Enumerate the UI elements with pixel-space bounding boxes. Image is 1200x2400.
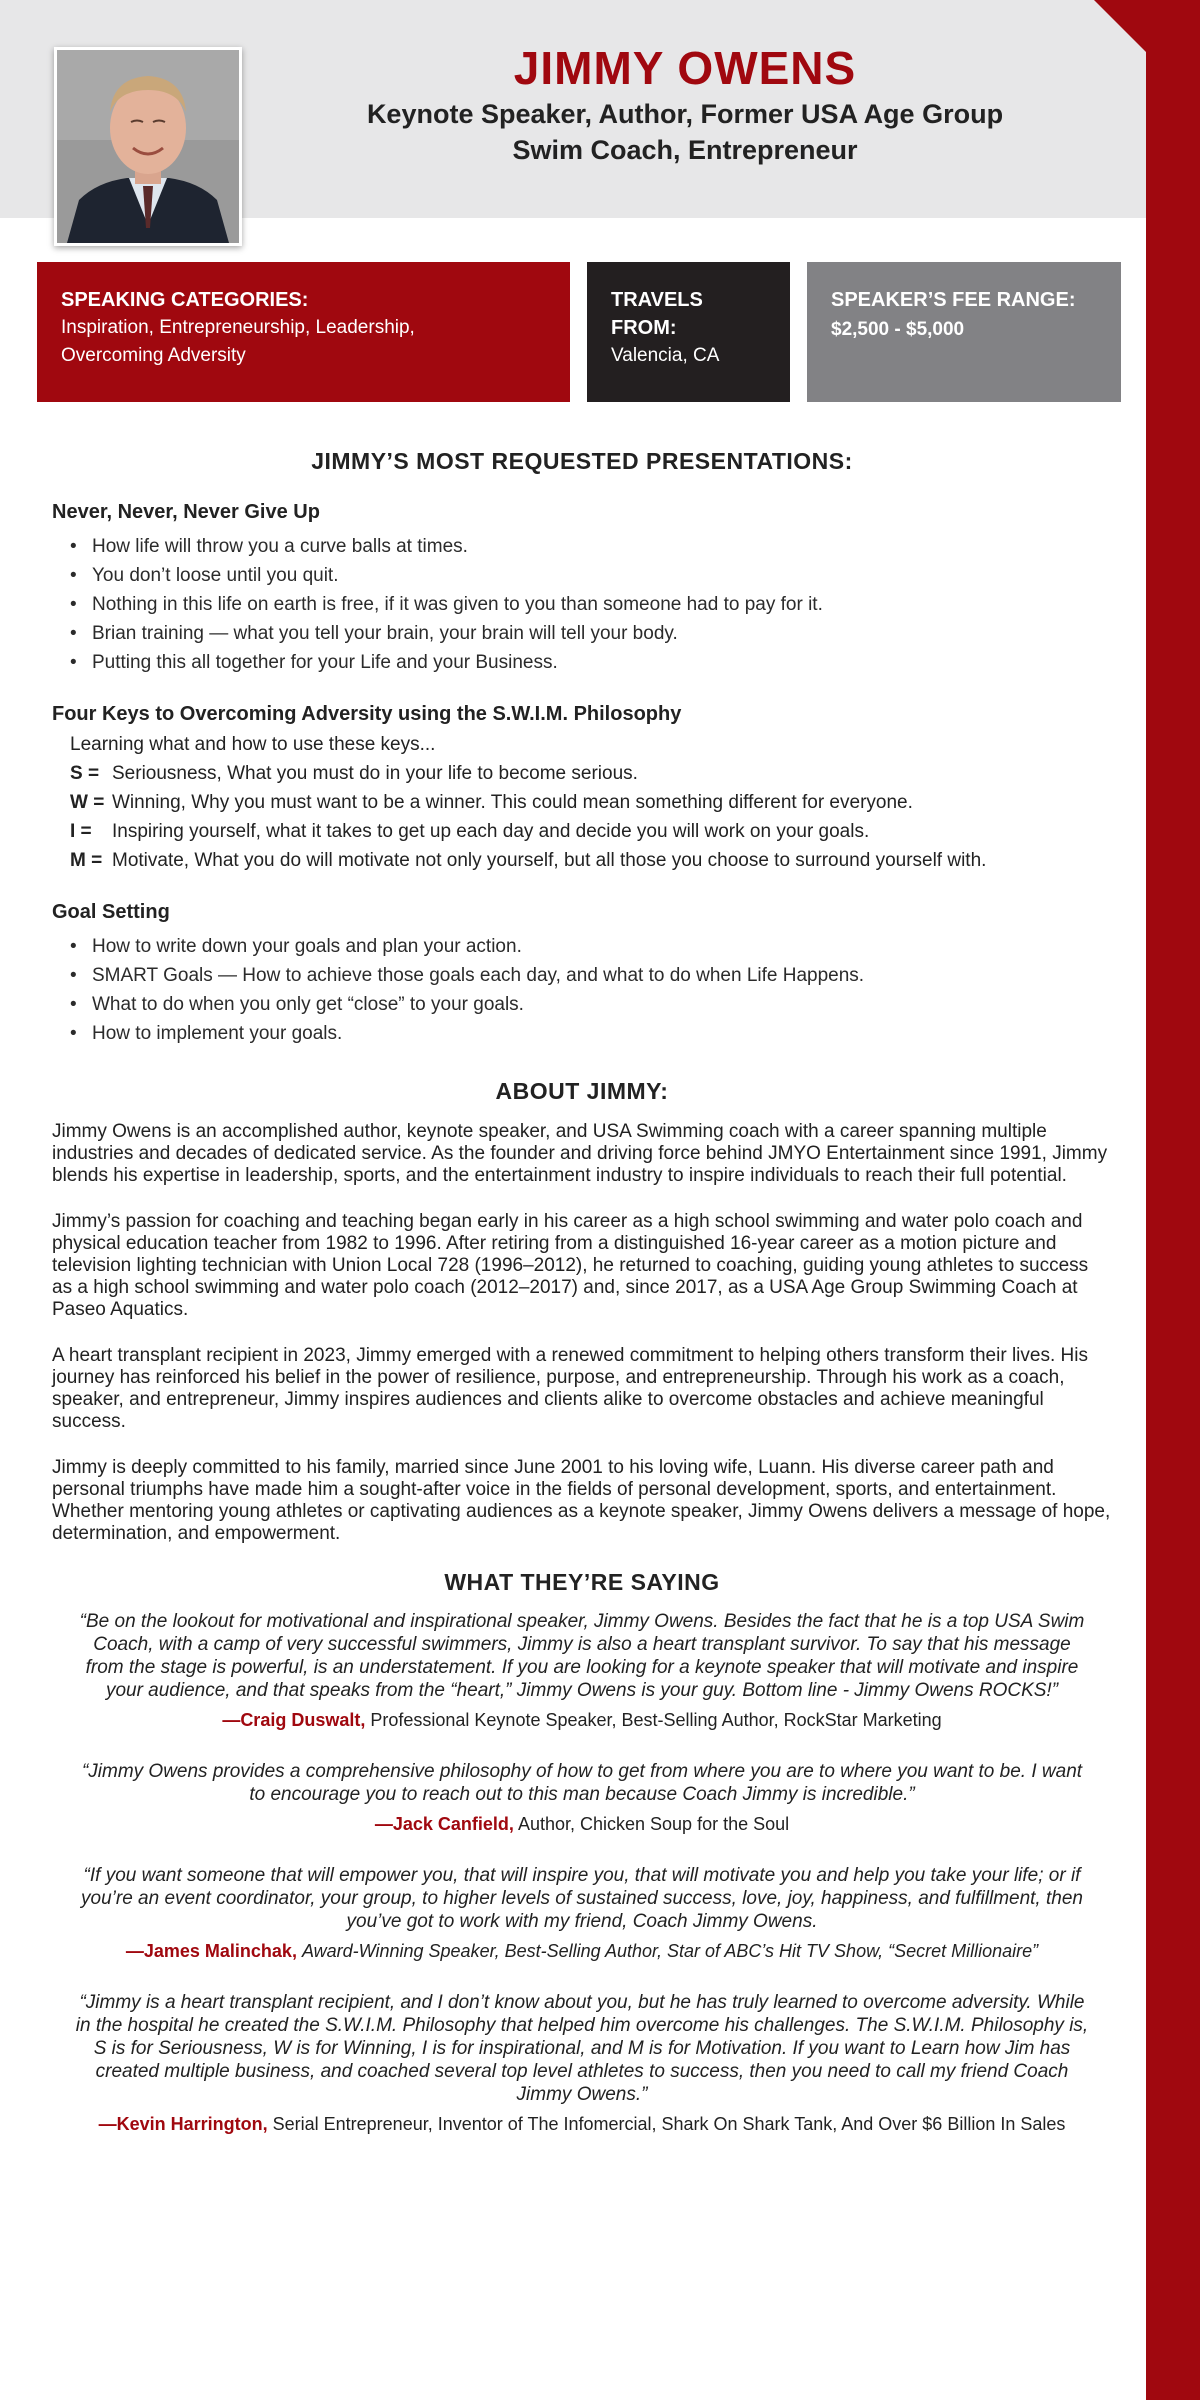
speaking-categories-value: Inspiration, Entrepreneurship, Leadership,: [61, 317, 415, 338]
list-item: • Putting this all together for your Life and your Business.: [52, 648, 1112, 677]
travels-from-label: TRAVELS FROM:: [611, 289, 703, 339]
speaker-name: JIMMY OWENS: [513, 42, 857, 94]
swim-key-row: [52, 846, 1112, 875]
never-give-up-title: Never, Never, Never Give Up: [52, 501, 320, 523]
testimonial-attribution: [52, 1937, 1112, 1965]
fee-range-label: SPEAKER’S FEE RANGE:: [831, 289, 1076, 311]
swim-key-row: [52, 788, 1112, 817]
right-accent-stripe: [1146, 0, 1200, 2400]
testimonial-role: Award-Winning Speaker, Best-Selling Author, Star of ABC’s Hit TV Show, “Secret Millionaire”: [301, 1941, 1039, 1961]
swim-key-letter: S =: [70, 763, 100, 784]
swim-key-text: Motivate, What you do will motivate not only yourself, but all those you choose to surround yourself with.: [112, 850, 987, 871]
speaking-categories-value: Overcoming Adversity: [61, 345, 246, 366]
travels-from-value: Valencia, CA: [611, 345, 720, 366]
testimonial-attribution: [52, 1810, 1112, 1838]
fee-range-value: $2,500 - $5,000: [831, 319, 965, 340]
testimonial-quote: “Jimmy is a heart transplant recipient, and I don’t know about you, but he has truly learned to overcome adversity. While in the hospital he created the S.W.I.M. Philosophy that helped him overcome his challenges. The S.W.I.M. Philosophy is, S is for Seriousness, W is for Winning, I is for inspirational, and M is for Motivation. If you want to Learn how Jim has created multiple business, and coached several top level athletes to success, then you need to call my friend Coach Jimmy Owens.”: [75, 1992, 1089, 2105]
swim-key-text: Seriousness, What you must do in your life to become serious.: [112, 763, 638, 784]
speaker-title-line: Keynote Speaker, Author, Former USA Age Group: [366, 99, 1004, 129]
about-heading: ABOUT JIMMY:: [495, 1078, 669, 1104]
goal-setting-title: Goal Setting: [52, 901, 170, 923]
testimonial-quote: “If you want someone that will empower you, that will inspire you, that will motivate you and help you take your life; or if you’re an event coordinator, your group, to higher levels of sustained success, love, joy, happiness, and fulfillment, then you’ve got to work with my friend, Coach Jimmy Owens.: [81, 1865, 1083, 1932]
list-item: • What to do when you only get “close” to your goals.: [52, 990, 1112, 1019]
testimonial: [52, 1760, 1112, 1838]
testimonial-quote: “Jimmy Owens provides a comprehensive philosophy of how to get from where you are to where you want to be. I want to encourage you to reach out to this man because Coach Jimmy is incredible.”: [81, 1761, 1083, 1805]
testimonials-heading: WHAT THEY’RE SAYING: [444, 1569, 720, 1595]
swim-key-letter: W =: [70, 792, 105, 813]
swim-key-text: Inspiring yourself, what it takes to get up each day and decide you will work on your goals.: [112, 821, 870, 842]
about-paragraph: Jimmy Owens is an accomplished author, keynote speaker, and USA Swimming coach with a career spanning multiple industries and decades of dedicated service. As the founder and driving force behind JMYO Entertainment since 1991, Jimmy blends his expertise in leadership, sports, and the entertainment industry to inspire individuals to reach their full potential.: [52, 1121, 1108, 1186]
four-keys-title: Four Keys to Overcoming Adversity using the S.W.I.M. Philosophy: [52, 703, 682, 725]
never-give-up-list: [52, 532, 1112, 677]
testimonial-role: Author, Chicken Soup for the Soul: [517, 1814, 790, 1834]
testimonial-author: —Jack Canfield,: [374, 1814, 514, 1834]
testimonial: [52, 1610, 1112, 1734]
swim-key-row: [52, 759, 1112, 788]
fee-range-box: [807, 262, 1121, 402]
list-item: • How to implement your goals.: [52, 1019, 1112, 1048]
list-item: • Nothing in this life on earth is free, if it was given to you than someone had to pay for it.: [52, 590, 1112, 619]
list-item: • How life will throw you a curve balls at times.: [52, 532, 1112, 561]
speaking-categories-box: [37, 262, 570, 402]
list-item: • Brian training — what you tell your brain, your brain will tell your body.: [52, 619, 1112, 648]
testimonial: [52, 1991, 1112, 2138]
list-item: • You don’t loose until you quit.: [52, 561, 1112, 590]
testimonial-role: Professional Keynote Speaker, Best-Selling Author, RockStar Marketing: [370, 1710, 942, 1730]
about-section: [52, 1121, 1112, 1545]
speaker-title-line: Swim Coach, Entrepreneur: [512, 135, 858, 165]
four-keys-intro: Learning what and how to use these keys...: [70, 734, 436, 755]
testimonial-quote: “Be on the lookout for motivational and inspirational speaker, Jimmy Owens. Besides the fact that he is a top USA Swim Coach, with a camp of very successful swimmers, Jimmy is also a heart transplant survivor. To say that his message from the stage is powerful, is an understatement. If you are looking for a keynote speaker that will motivate and inspire your audience, and that speaks from the “heart,” Jimmy Owens is your guy. Bottom line - Jimmy Owens ROCKS!”: [79, 1611, 1085, 1701]
about-paragraph: Jimmy is deeply committed to his family, married since June 2001 to his loving wife, Luann. His diverse career path and personal triumphs have made him a sought-after voice in the fields of personal development, sports, and entertainment. Whether mentoring young athletes or captivating audiences as a keynote speaker, Jimmy Owens delivers a message of hope, determination, and empowerment.: [52, 1457, 1111, 1544]
speaker-title: [310, 96, 1060, 168]
speaker-portrait-icon: [57, 50, 239, 243]
list-item: • SMART Goals — How to achieve those goals each day, and what to do when Life Happens.: [52, 961, 1112, 990]
testimonial-author: —Kevin Harrington,: [98, 2114, 268, 2134]
main-content: [52, 448, 1112, 2138]
about-paragraph: Jimmy’s passion for coaching and teaching began early in his career as a high school swimming and water polo coach and physical education teacher from 1982 to 1996. After retiring from a distinguished 16-year career as a motion picture and television lighting technician with Union Local 728 (1996–2012), he returned to coaching, guiding young athletes to success as a high school swimming and water polo coach (2012–2017) and, since 2017, as a USA Age Group Swimming Coach at Paseo Aquatics.: [52, 1211, 1089, 1320]
about-paragraph: A heart transplant recipient in 2023, Jimmy emerged with a renewed commitment to helping others transform their lives. His journey has reinforced his belief in the power of resilience, purpose, and entrepreneurship. Through his work as a coach, speaker, and entrepreneur, Jimmy inspires audiences and clients alike to overcome obstacles and achieve meaningful success.: [52, 1345, 1088, 1432]
testimonial-role: Serial Entrepreneur, Inventor of The Infomercial, Shark On Shark Tank, And Over $6 Billion In Sales: [272, 2114, 1066, 2134]
testimonial: [52, 1864, 1112, 1965]
speaking-categories-label: SPEAKING CATEGORIES:: [61, 289, 309, 311]
testimonial-author: —James Malinchak,: [125, 1941, 297, 1961]
goal-setting-list: [52, 932, 1112, 1048]
swim-key-letter: I =: [70, 821, 92, 842]
presentations-heading: JIMMY’S MOST REQUESTED PRESENTATIONS:: [311, 448, 853, 474]
testimonial-author: —Craig Duswalt,: [222, 1710, 366, 1730]
travels-from-box: [587, 262, 790, 402]
testimonial-attribution: [52, 2110, 1112, 2138]
list-item: • How to write down your goals and plan your action.: [52, 932, 1112, 961]
testimonial-attribution: [52, 1706, 1112, 1734]
swim-key-text: Winning, Why you must want to be a winner. This could mean something different for everyone.: [112, 792, 913, 813]
swim-key-row: [52, 817, 1112, 846]
swim-key-letter: M =: [70, 850, 103, 871]
speaker-photo: [54, 47, 242, 246]
